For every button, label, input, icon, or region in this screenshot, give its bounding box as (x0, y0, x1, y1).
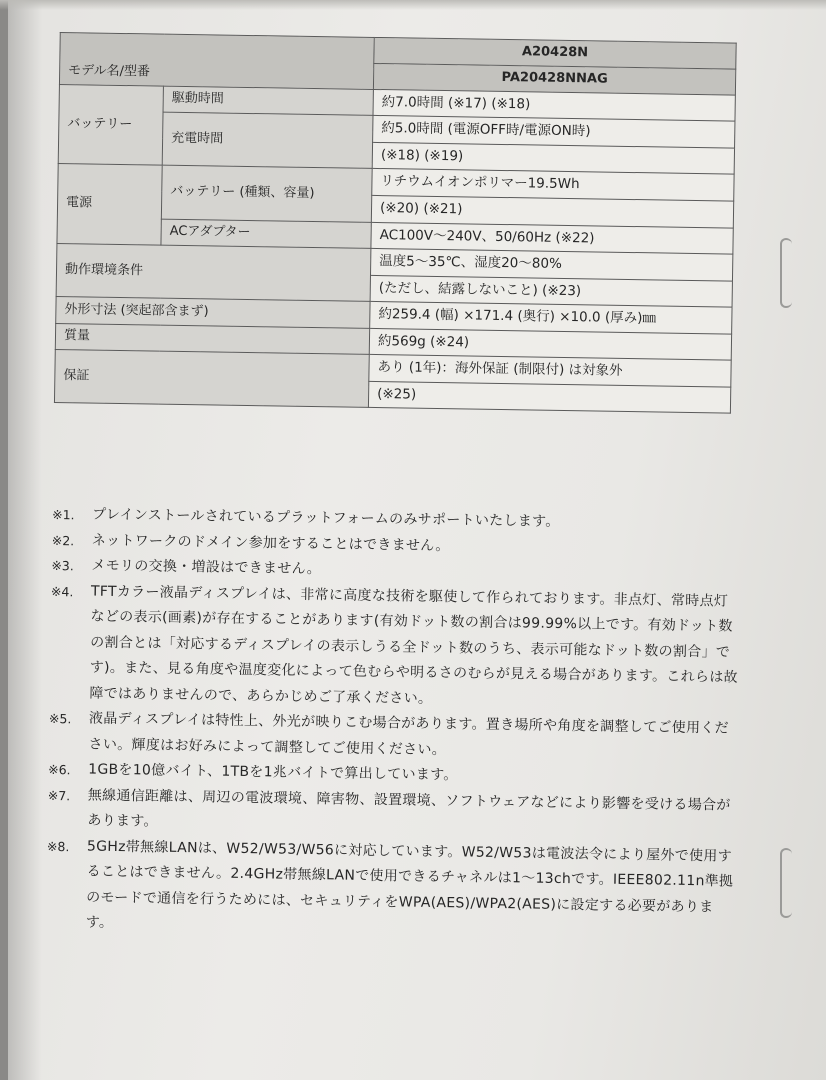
footnote-mark: ※2. (51, 532, 75, 548)
footnotes (46, 502, 743, 946)
warranty-value-2: (※25) (368, 381, 730, 413)
power-label: 電源 (57, 164, 162, 245)
warranty-value-1: あり (1年)：海外保証 (制限付) は対象外 (369, 355, 731, 387)
ac-adapter-value: AC100V～240V、50/60Hz (※22) (371, 222, 733, 254)
page-binding-shadow (8, 0, 42, 1080)
footnote-text: 液晶ディスプレイは特性上、外光が映りこむ場合があります。置き場所や角度を調整してご使用ください。輝度はお好みによって調整してご使用ください。 (88, 710, 730, 758)
dimensions-value: 約259.4 (幅) ×171.4 (奥行) ×10.0 (厚み)㎜ (370, 302, 732, 334)
footnote-text: ネットワークのドメイン参加をすることはできません。 (91, 532, 450, 554)
document-page (8, 0, 826, 1080)
footnote (49, 578, 741, 716)
battery-type-value-2: (※20) (※21) (371, 195, 733, 227)
environment-value-1: 温度5～35℃、湿度20～80% (371, 248, 733, 280)
footnote-mark: ※7. (47, 787, 71, 803)
top-edge-shadow (0, 0, 826, 10)
footnote-mark: ※5. (48, 710, 72, 727)
model-number-1: A20428N (374, 37, 736, 69)
charge-time-label: 充電時間 (162, 112, 373, 168)
charge-time-value-1: 約5.0時間 (電源OFF時/電源ON時) (373, 116, 735, 148)
weight-label: 質量 (55, 323, 369, 354)
footnote-mark: ※1. (52, 506, 75, 523)
footnote-mark: ※4. (50, 583, 74, 599)
charge-time-value-2: (※18) (※19) (372, 142, 734, 174)
warranty-label: 保証 (54, 350, 369, 408)
drive-time-value: 約7.0時間 (※17) (※18) (373, 89, 735, 121)
footnote-mark: ※3. (51, 557, 74, 574)
dimensions-label: 外形寸法 (突起部含まず) (56, 297, 370, 328)
binder-clip-top (780, 238, 792, 308)
binder-clip-bottom (780, 848, 792, 918)
model-number-2: PA20428NNAG (373, 63, 735, 95)
environment-value-2: (ただし、結露しないこと) (※23) (370, 275, 732, 307)
battery-type-value-1: リチウムイオンポリマー19.5Wh (372, 169, 734, 201)
footnote-text: 5GHz帯無線LANは、W52/W53/W56に対応しています。W52/W53は電波法令により屋外で使用することはできません。2.4GHz帯無線LANで使用できるチャネルは1～13chです。IEEE802.11n準拠のモードで通信を行うためには、セキュリティをWPA(AES)/WPA2(AES)に設定する必要があります。 (85, 838, 734, 931)
footnote-text: プレインストールされているプラットフォームのみサポートいたします。 (92, 506, 560, 530)
footnote-mark: ※8. (46, 838, 70, 854)
drive-time-label: 駆動時間 (163, 86, 373, 116)
battery-label: バッテリー (58, 84, 163, 165)
battery-type-label: バッテリー (種類、容量) (161, 165, 372, 221)
weight-value: 約569g (※24) (369, 328, 731, 360)
spec-table (54, 32, 737, 414)
environment-label: 動作環境条件 (56, 244, 371, 302)
footnote-text: TFTカラー液晶ディスプレイは、非常に高度な技術を駆使して作られております。非点灯、常時点灯などの表示(画素)が存在することがあります(有効ドット数の割合は99.99%以上です。有効ドット数の割合とは「対応するディスプレイの表示しうる全ドット数のうち、表示可能なドット数の割合」です)。また、見る角度や温度変化によって色むらや明るさのむらが見える場合があります。これらは故障ではありませんので、あらかじめご了承ください。 (89, 583, 738, 707)
ac-adapter-label: ACアダプター (161, 219, 371, 249)
model-label: モデル名/型番 (59, 33, 374, 90)
footnote (46, 833, 738, 946)
footnote-text: 1GBを10億バイト、1TBを1兆バイトで算出しています。 (88, 761, 458, 784)
spec-sheet (44, 18, 760, 1069)
footnote-text: 無線通信距離は、周辺の電波環境、障害物、設置環境、ソフトウェアなどにより影響を受ける場合があります。 (87, 787, 731, 830)
footnote-text: メモリの交換・増設はできません。 (91, 557, 322, 578)
footnote-mark: ※6. (48, 761, 71, 778)
